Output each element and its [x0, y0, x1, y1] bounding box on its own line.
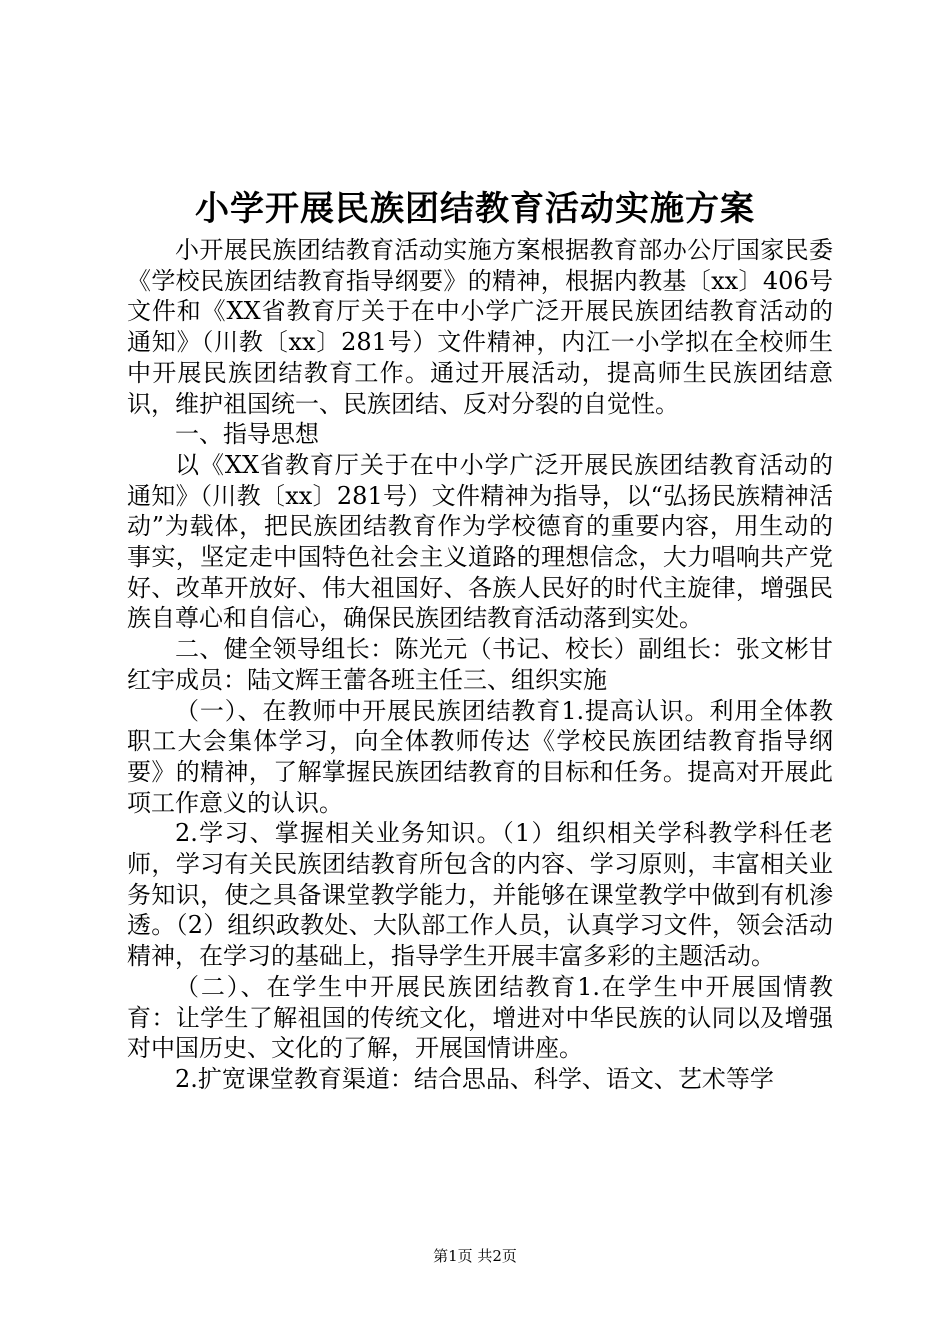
- paragraph-student-education: （二）、在学生中开展民族团结教育1.在学生中开展国情教育：让学生了解祖国的传统文化，增进对中华民族的认同以及增强对中国历史、文化的了解，开展国情讲座。: [127, 972, 833, 1063]
- paragraph-learn-knowledge: 2.学习、掌握相关业务知识。（1）组织相关学科教学科任老师，学习有关民族团结教育所包含的内容、学习原则，丰富相关业务知识，使之具备课堂教学能力，并能够在课堂教学中做到有机渗透。（2）组织政教处、大队部工作人员，认真学习文件，领会活动精神，在学习的基础上，指导学生开展丰富多彩的主题活动。: [127, 819, 833, 971]
- paragraph-guiding-thought: 以《XX省教育厅关于在中小学广泛开展民族团结教育活动的通知》（川教〔xx〕281号）文件精神为指导，以“弘扬民族精神活动”为载体，把民族团结教育作为学校德育的重要内容，用生动的事实，坚定走中国特色社会主义道路的理想信念，大力唱响共产党好、改革开放好、伟大祖国好、各族人民好的时代主旋律，增强民族自尊心和自信心，确保民族团结教育活动落到实处。: [127, 450, 833, 633]
- page-number-footer: 第1页 共2页: [433, 1247, 517, 1265]
- paragraph-intro: 小开展民族团结教育活动实施方案根据教育部办公厅国家民委《学校民族团结教育指导纲要》的精神，根据内教基〔xx〕406号文件和《XX省教育厅关于在中小学广泛开展民族团结教育活动的通知》（川教〔xx〕281号）文件精神，内江一小学拟在全校师生中开展民族团结教育工作。通过开展活动，提高师生民族团结意识，维护祖国统一、民族团结、反对分裂的自觉性。: [127, 236, 833, 418]
- section-heading-guiding-thought: 一、指导思想: [175, 420, 319, 449]
- document-title: 小学开展民族团结教育活动实施方案: [195, 189, 755, 229]
- paragraph-teacher-education: （一）、在教师中开展民族团结教育1.提高认识。利用全体教职工大会集体学习，向全体教师传达《学校民族团结教育指导纲要》的精神，了解掌握民族团结教育的目标和任务。提高对开展此项工作意义的认识。: [127, 696, 833, 817]
- document-body: [127, 235, 833, 1095]
- paragraph-classroom-channels: 2.扩宽课堂教育渠道：结合思品、科学、语文、艺术等学: [175, 1064, 774, 1093]
- paragraph-leadership: 二、健全领导组长：陈光元（书记、校长）副组长：张文彬甘红宇成员：陆文辉王蕾各班主任三、组织实施: [127, 635, 833, 694]
